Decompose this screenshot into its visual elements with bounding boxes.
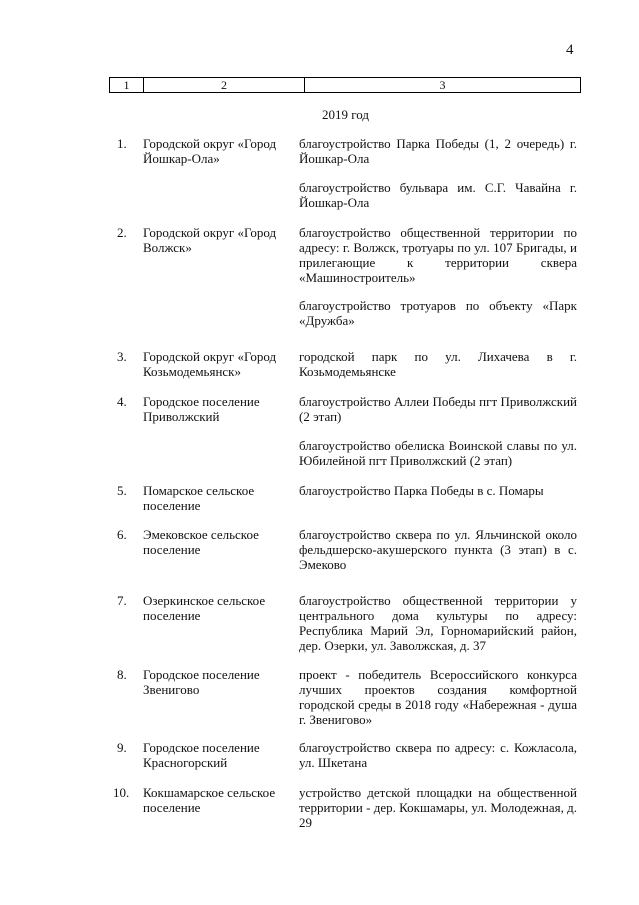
- municipality-name: Помарское сельское поселение: [143, 483, 255, 513]
- project-description: благоустройство бульвара им. С.Г. Чавайна г. Йошкар-Ола: [299, 180, 577, 210]
- project-description: благоустройство обелиска Воинской славы по ул. Юбилейной пгт Приволжский (2 этап): [299, 438, 577, 468]
- municipality-name: Городское поселение Красногорский: [143, 740, 260, 770]
- municipality-name: Городской округ «Город Козьмодемьянск»: [143, 349, 277, 379]
- project-description: благоустройство Парка Победы в с. Помары: [299, 483, 544, 498]
- project-description: благоустройство сквера по адресу: с. Кожласола, ул. Шкетана: [299, 740, 577, 770]
- project-description: проект - победитель Всероссийского конкурса лучших проектов создания комфортной городской среды в 2018 году «Набережная - душа г. Звенигово»: [299, 667, 577, 727]
- municipality-name: Городской округ «Город Волжск»: [143, 225, 277, 255]
- municipality-name: Озеркинское сельское поселение: [143, 593, 266, 623]
- row-number: 6.: [117, 527, 127, 542]
- header-col-3: 3: [439, 78, 446, 92]
- row-number: 7.: [117, 593, 127, 608]
- project-description: благоустройство Аллеи Победы пгт Приволжский (2 этап): [299, 394, 577, 424]
- project-description: благоустройство сквера по ул. Яльчинской около фельдшерско-акушерского пункта (3 этап) в с. Эмеково: [299, 527, 577, 572]
- municipality-name: Городское поселение Звенигово: [143, 667, 260, 697]
- municipality-name: Городской округ «Город Йошкар-Ола»: [143, 136, 277, 166]
- year-title: 2019 год: [322, 107, 369, 122]
- row-number: 1.: [117, 136, 127, 151]
- municipality-name: Кокшамарское сельское поселение: [143, 785, 276, 815]
- row-number: 10.: [113, 785, 130, 800]
- row-number: 5.: [117, 483, 127, 498]
- page-number: 4: [566, 42, 574, 58]
- header-col-1: 1: [110, 78, 144, 92]
- row-number: 8.: [117, 667, 127, 682]
- municipality-name: Городское поселение Приволжский: [143, 394, 260, 424]
- row-number: 4.: [117, 394, 127, 409]
- project-description: благоустройство общественной территории по адресу: г. Волжск, тротуары по ул. 107 Бригады, и прилегающие к территории сквера «Машиностроитель»: [299, 225, 577, 285]
- row-number: 2.: [117, 225, 127, 240]
- municipality-name: Эмековское сельское поселение: [143, 527, 259, 557]
- header-col-2: 2: [144, 78, 305, 92]
- project-description: благоустройство Парка Победы (1, 2 очередь) г. Йошкар-Ола: [299, 136, 577, 166]
- project-description: благоустройство тротуаров по объекту «Парк «Дружба»: [299, 298, 577, 328]
- project-description: устройство детской площадки на общественной территории - дер. Кокшамары, ул. Молодежная, д. 29: [299, 785, 577, 830]
- row-number: 9.: [117, 740, 127, 755]
- project-description: благоустройство общественной территории у центрального дома культуры по адресу: Республика Марий Эл, Горномарийский район, дер. Озерки, ул. Заволжская, д. 37: [299, 593, 577, 653]
- table-header: [109, 77, 581, 93]
- project-description: городской парк по ул. Лихачева в г. Козьмодемьянске: [299, 349, 577, 379]
- row-number: 3.: [117, 349, 127, 364]
